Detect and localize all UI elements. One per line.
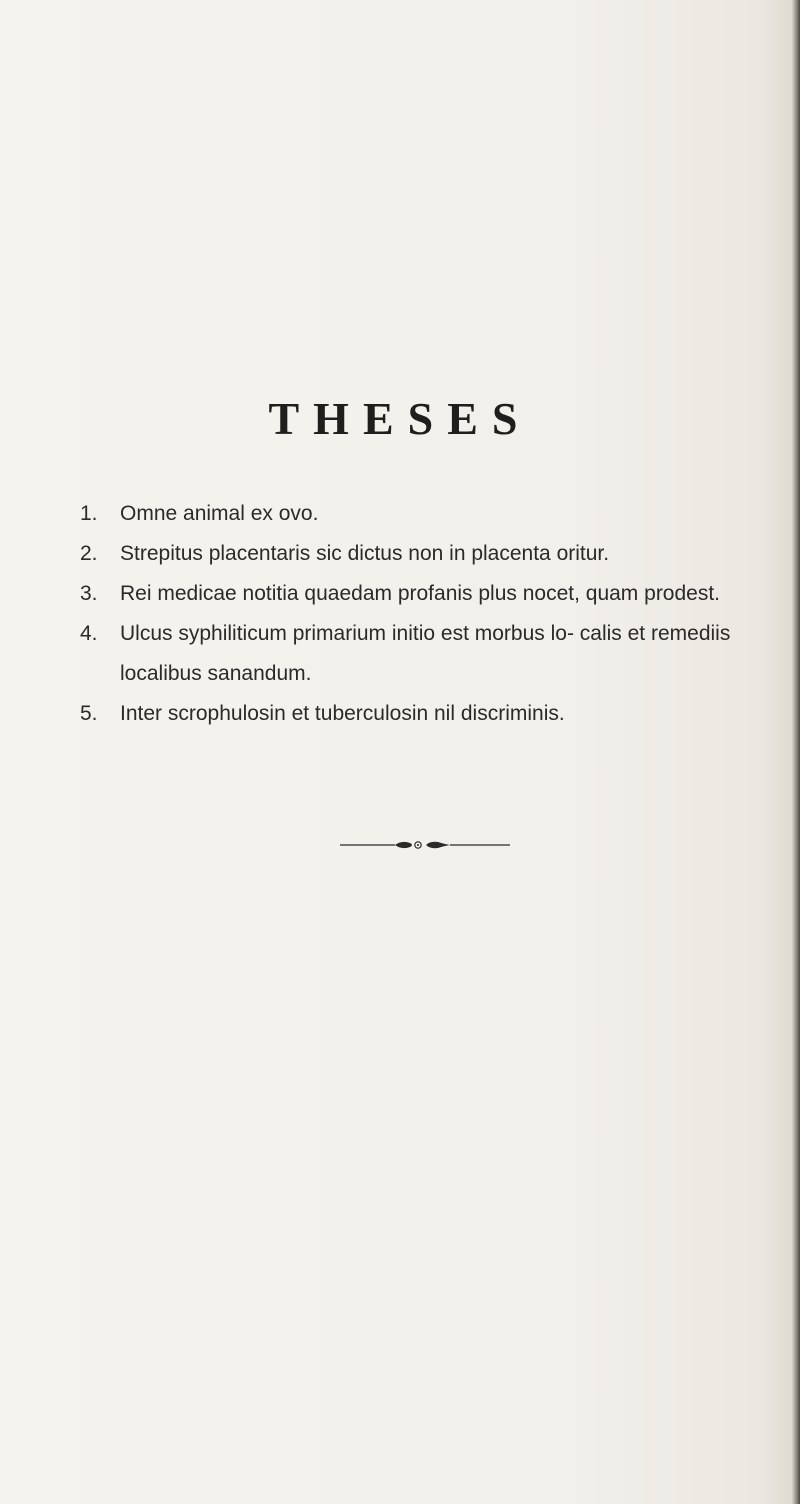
thesis-number: 1.	[80, 502, 98, 525]
thesis-text: Ulcus syphiliticum primarium initio est morbus lo- calis et remediis localibus sanandum.	[120, 622, 731, 685]
thesis-text: Rei medicae notitia quaedam profanis plus nocet, quam prodest.	[120, 582, 721, 605]
thesis-item	[80, 574, 780, 614]
thesis-item	[80, 614, 780, 694]
thesis-item	[80, 494, 780, 534]
thesis-number: 4.	[80, 622, 98, 645]
thesis-number: 2.	[80, 542, 98, 565]
thesis-item	[80, 694, 780, 734]
theses-list	[80, 494, 780, 734]
thesis-item	[80, 534, 780, 574]
thesis-number: 3.	[80, 582, 98, 605]
page-edge-shadow	[792, 0, 800, 1504]
thesis-text: Omne animal ex ovo.	[120, 502, 319, 525]
page-title: THESES	[268, 393, 532, 444]
thesis-text: Strepitus placentaris sic dictus non in placenta oritur.	[120, 542, 610, 565]
decorative-rule-icon	[340, 838, 510, 852]
thesis-number: 5.	[80, 702, 98, 725]
thesis-text: Inter scrophulosin et tuberculosin nil discriminis.	[120, 702, 565, 725]
